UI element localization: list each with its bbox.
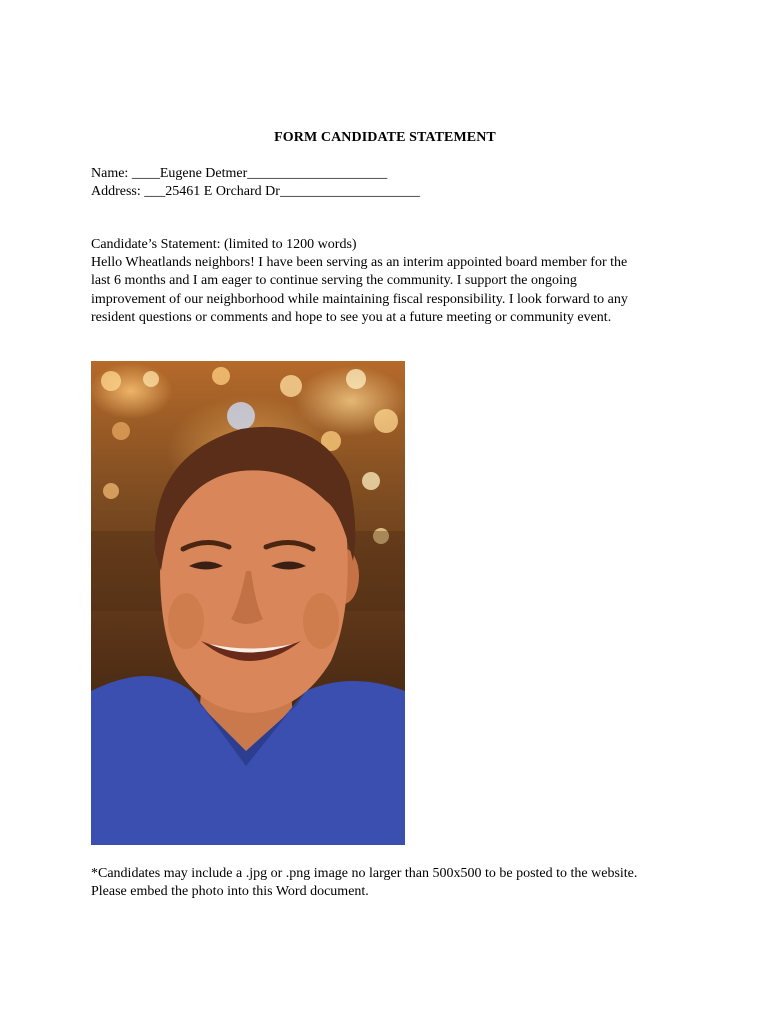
form-title: FORM CANDIDATE STATEMENT	[274, 130, 496, 145]
portrait-illustration	[91, 361, 405, 845]
candidate-photo	[91, 361, 405, 845]
statement-line: resident questions or comments and hope to see you at a future meeting or community event.	[91, 309, 612, 325]
footnote-line: *Candidates may include a .jpg or .png image no larger than 500x500 to be posted to the website.	[91, 866, 638, 881]
candidate-statement	[91, 236, 691, 327]
footnote-line: Please embed the photo into this Word document.	[91, 884, 369, 899]
name-field: Name: ____Eugene Detmer____________________	[91, 166, 388, 181]
statement-line: improvement of our neighborhood while maintaining fiscal responsibility. I look forward to any	[91, 291, 628, 307]
photo-instructions	[91, 865, 701, 901]
address-field: Address: ___25461 E Orchard Dr____________________	[91, 184, 420, 199]
statement-line: last 6 months and I am eager to continue serving the community. I support the ongoing	[91, 273, 577, 289]
statement-line: Hello Wheatlands neighbors! I have been serving as an interim appointed board member for the	[91, 255, 628, 271]
statement-heading: Candidate’s Statement: (limited to 1200 words)	[91, 237, 357, 252]
